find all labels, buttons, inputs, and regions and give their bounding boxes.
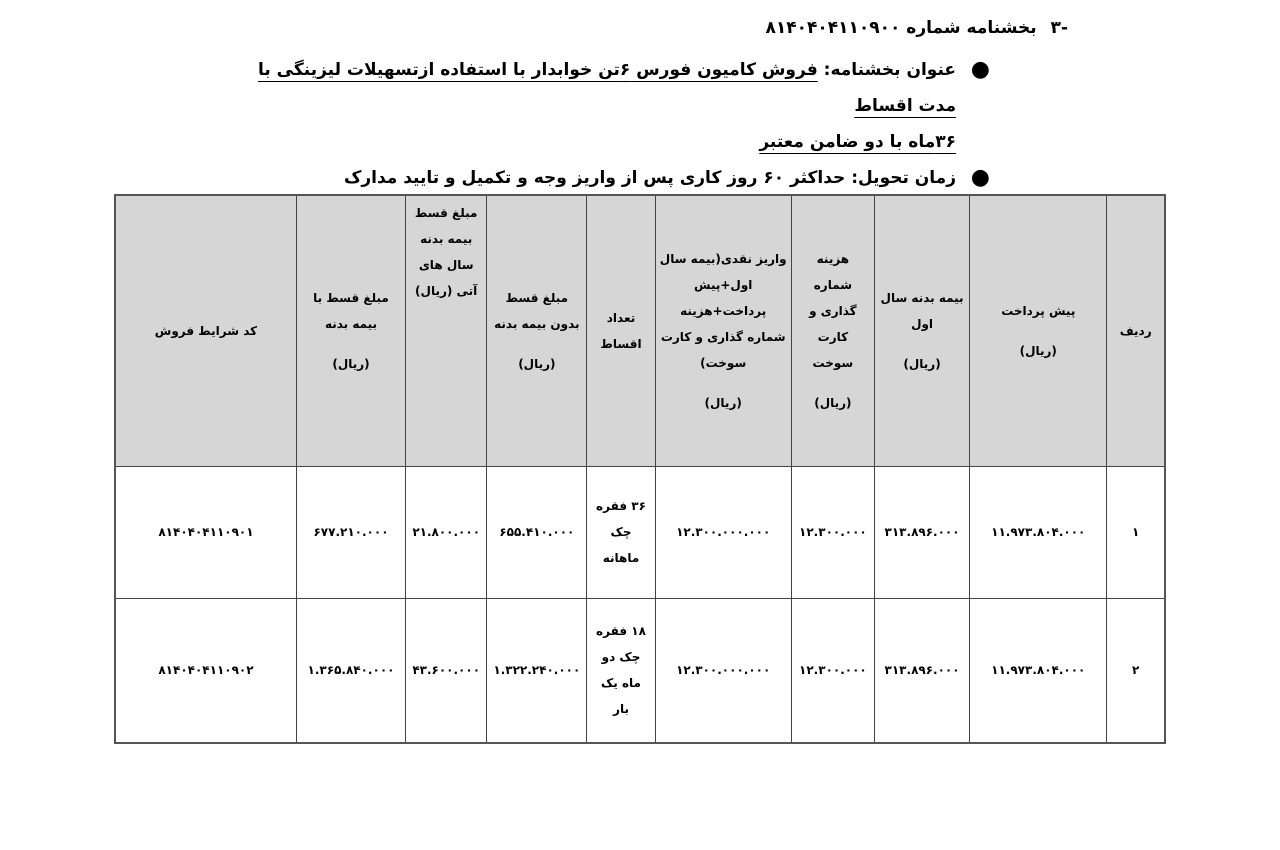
header-prepayment: پیش پرداخت (ریال) [970, 195, 1107, 467]
cell-installment-count: ۱۸ فقره چک دو ماه یک بار [587, 598, 655, 743]
cell-row-number: ۱ [1107, 467, 1165, 599]
sales-conditions-table [114, 194, 1166, 744]
cell-plate-fee: ۱۲.۳۰۰.۰۰۰ [791, 598, 874, 743]
cell-sales-code: ۸۱۴۰۴۰۴۱۱۰۹۰۱ [115, 467, 296, 599]
cell-cash-payment: ۱۲.۳۰۰.۰۰۰.۰۰۰ [655, 467, 791, 599]
header-installment-count: تعداد اقساط [587, 195, 655, 467]
circular-number: بخشنامه شماره ۸۱۴۰۴۰۴۱۱۰۹۰۰ [765, 18, 1037, 38]
title-line-2: ۳۶ماه با دو ضامن معتبر [759, 132, 956, 152]
cell-row-number: ۲ [1107, 598, 1165, 743]
delivery-bullet [230, 160, 990, 196]
header-cash-payment: واریز نقدی(بیمه سال اول+پیش پرداخت+هزینه شماره گذاری و کارت سوخت) (ریال) [655, 195, 791, 467]
bullet-icon: ● [970, 57, 990, 82]
title-label: عنوان بخشنامه: [823, 60, 956, 80]
cell-installment-count: ۳۶ فقره چک ماهانه [587, 467, 655, 599]
bullet-icon: ● [970, 165, 990, 190]
header-insurance: بیمه بدنه سال اول (ریال) [874, 195, 969, 467]
circular-heading [765, 18, 1068, 38]
title-line-1: فروش کامیون فورس ۶تن خوابدار با استفاده ازتسهیلات لیزینگی با مدت اقساط [257, 60, 956, 116]
header-installment-with-insurance: مبلغ قسط با بیمه بدنه (ریال) [296, 195, 405, 467]
table-row [115, 598, 1165, 743]
cell-installment-with-insurance: ۱.۳۶۵.۸۴۰.۰۰۰ [296, 598, 405, 743]
cell-prepayment: ۱۱.۹۷۳.۸۰۴.۰۰۰ [970, 598, 1107, 743]
cell-sales-code: ۸۱۴۰۴۰۴۱۱۰۹۰۲ [115, 598, 296, 743]
delivery-text: زمان تحویل: حداکثر ۶۰ روز کاری پس از واریز وجه و تکمیل و تایید مدارک [343, 168, 956, 188]
title-bullet [230, 52, 990, 160]
cell-installment-no-insurance: ۱.۳۲۲.۲۴۰.۰۰۰ [487, 598, 587, 743]
table-header-row [115, 195, 1165, 467]
header-sales-code: کد شرایط فروش [115, 195, 296, 467]
cell-installment-with-insurance: ۶۷۷.۲۱۰.۰۰۰ [296, 467, 405, 599]
cell-insurance: ۳۱۳.۸۹۶.۰۰۰ [874, 598, 969, 743]
cell-installment-no-insurance: ۶۵۵.۴۱۰.۰۰۰ [487, 467, 587, 599]
header-row-number: ردیف [1107, 195, 1165, 467]
cell-prepayment: ۱۱.۹۷۳.۸۰۴.۰۰۰ [970, 467, 1107, 599]
section-number: -۳ [1050, 18, 1068, 38]
header-installment-future-insurance: مبلغ قسط بیمه بدنه سال های آتی (ریال) [406, 195, 487, 467]
cell-plate-fee: ۱۲.۳۰۰.۰۰۰ [791, 467, 874, 599]
cell-installment-future-insurance: ۲۱.۸۰۰.۰۰۰ [406, 467, 487, 599]
cell-cash-payment: ۱۲.۳۰۰.۰۰۰.۰۰۰ [655, 598, 791, 743]
header-plate-fee: هزینه شماره گذاری و کارت سوخت (ریال) [791, 195, 874, 467]
cell-installment-future-insurance: ۴۳.۶۰۰.۰۰۰ [406, 598, 487, 743]
header-installment-no-insurance: مبلغ قسط بدون بیمه بدنه (ریال) [487, 195, 587, 467]
cell-insurance: ۳۱۳.۸۹۶.۰۰۰ [874, 467, 969, 599]
table-row [115, 467, 1165, 599]
